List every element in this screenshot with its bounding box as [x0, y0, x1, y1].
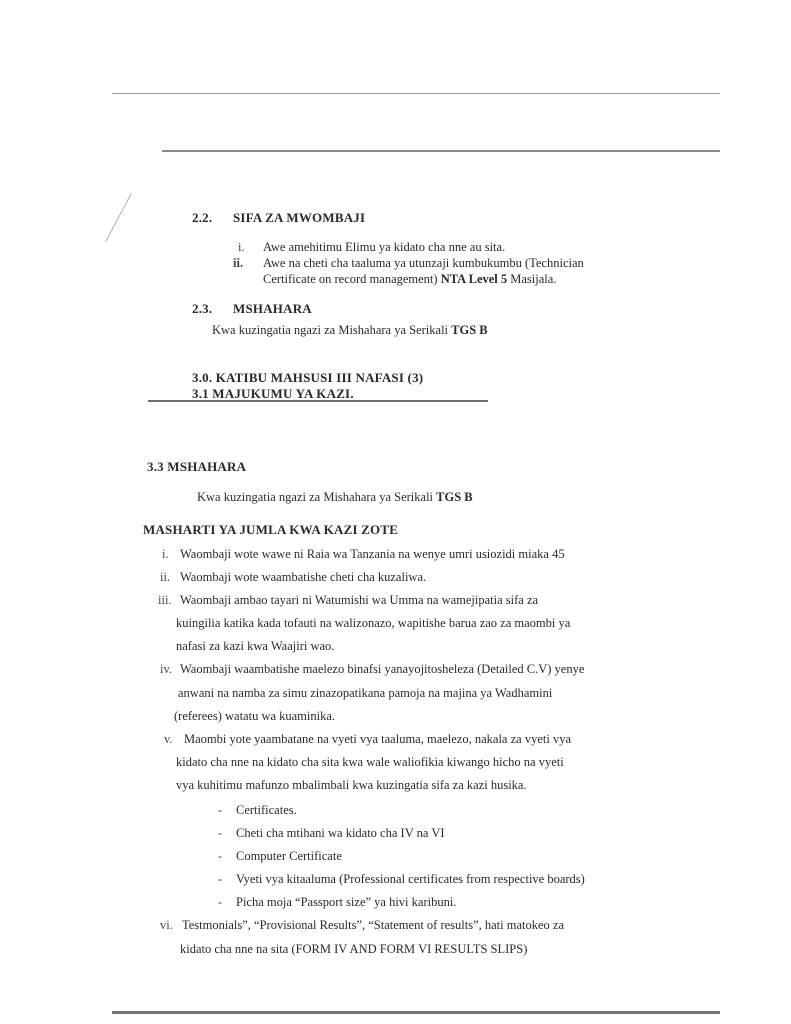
masharti-item-4-line-1: Waombaji waambatishe maelezo binafsi yanayojitosheleza (Detailed C.V) yenye — [180, 662, 585, 676]
bullet-dash: - — [218, 895, 223, 909]
bullet-vyeti-kitaaluma: Vyeti vya kitaaluma (Professional certificates from respective boards) — [236, 872, 585, 886]
sec22-item-1-number: i. — [238, 240, 245, 254]
masharti-item-6-line-2: kidato cha nne na sita (FORM IV AND FORM VI RESULTS SLIPS) — [180, 942, 528, 956]
section-2-2-number: 2.2. — [192, 210, 213, 225]
masharti-item-5-line-2: kidato cha nne na kidato cha sita kwa wale waliofikia kiwango hicho na vyeti — [176, 755, 564, 769]
section-3-3-salary-text: Kwa kuzingatia ngazi za Mishahara ya Serikali — [197, 490, 434, 504]
masharti-item-4-number: iv. — [160, 662, 173, 676]
masharti-item-4-line-3: (referees) watatu wa kuaminika. — [174, 709, 336, 723]
section-3-1-title: 3.1 MAJUKUMU YA KAZI. — [192, 386, 354, 401]
bullet-dash: - — [218, 872, 223, 886]
masharti-item-1-number: i. — [162, 547, 169, 561]
sec22-item-2-number: ii. — [233, 256, 244, 270]
masharti-heading: MASHARTI YA JUMLA KWA KAZI ZOTE — [143, 522, 399, 537]
sec22-item-2-line-1: Awe na cheti cha taaluma ya utunzaji kumbukumbu (Technician — [263, 256, 584, 270]
sec22-item-2-line-2 — [263, 272, 556, 287]
masharti-item-2-text: Waombaji wote waambatishe cheti cha kuzaliwa. — [180, 570, 427, 584]
sec22-item-1-text: Awe amehitimu Elimu ya kidato cha nne au sita. — [263, 240, 506, 254]
bullet-certificates: Certificates. — [236, 803, 297, 817]
section-2-3-number: 2.3. — [192, 301, 213, 316]
bullet-dash: - — [218, 803, 223, 817]
bullet-dash: - — [218, 826, 223, 840]
masharti-item-5-number: v. — [164, 732, 173, 746]
section-3-0-title: 3.0. KATIBU MAHSUSI III NAFASI (3) — [192, 370, 424, 385]
masharti-item-3-line-2: kuingilia katika kada tofauti na walizonazo, wapitishe barua zao za maombi ya — [176, 616, 571, 630]
bottom-page-rule — [112, 1011, 720, 1014]
scan-mark-left — [105, 193, 132, 242]
masharti-item-5-line-1: Maombi yote yaambatane na vyeti vya taaluma, maelezo, nakala za vyeti vya — [184, 732, 571, 746]
bullet-cheti-mtihani: Cheti cha mtihani wa kidato cha IV na VI — [236, 826, 445, 840]
masharti-item-2-number: ii. — [160, 570, 171, 584]
section-3-3-salary-scale: TGS B — [436, 490, 473, 504]
masharti-item-5-line-3: vya kuhitimu mafunzo mbalimbali kwa kuzingatia sifa za kazi husika. — [176, 778, 527, 792]
bullet-computer-certificate: Computer Certificate — [236, 849, 342, 863]
scan-line-top — [162, 150, 720, 152]
section-2-3-salary-scale: TGS B — [451, 323, 488, 337]
section-3-3-title: 3.3 MSHAHARA — [147, 459, 247, 474]
bullet-picha: Picha moja “Passport size” ya hivi karibuni. — [236, 895, 457, 909]
section-2-3-salary-text: Kwa kuzingatia ngazi za Mishahara ya Serikali — [212, 323, 449, 337]
masharti-item-6-number: vi. — [160, 918, 173, 932]
masharti-item-4-line-2: anwani na namba za simu zinazopatikana pamoja na majina ya Wadhamini — [178, 686, 553, 700]
masharti-item-3-line-1: Waombaji ambao tayari ni Watumishi wa Umma na wamejipatia sifa za — [180, 593, 539, 607]
section-3-3-text — [197, 490, 473, 505]
masharti-item-3-number: iii. — [158, 593, 172, 607]
sec22-item-2-tail: Masijala. — [510, 272, 557, 286]
masharti-item-1-text: Waombaji wote wawe ni Raia wa Tanzania na wenye umri usiozidi miaka 45 — [180, 547, 565, 561]
sec22-item-2-nta-level: NTA Level 5 — [440, 272, 508, 286]
masharti-item-6-line-1: Testmonials”, “Provisional Results”, “Statement of results”, hati matokeo za — [182, 918, 565, 932]
masharti-item-3-line-3: nafasi za kazi kwa Waajiri wao. — [176, 639, 335, 653]
top-page-rule — [112, 93, 720, 94]
section-2-3-text — [212, 323, 488, 338]
section-2-2-title: SIFA ZA MWOMBAJI — [233, 210, 366, 225]
section-2-3-title: MSHAHARA — [233, 301, 312, 316]
bullet-dash: - — [218, 849, 223, 863]
sec22-item-2-line-2-text: Certificate on record management) — [263, 272, 438, 286]
